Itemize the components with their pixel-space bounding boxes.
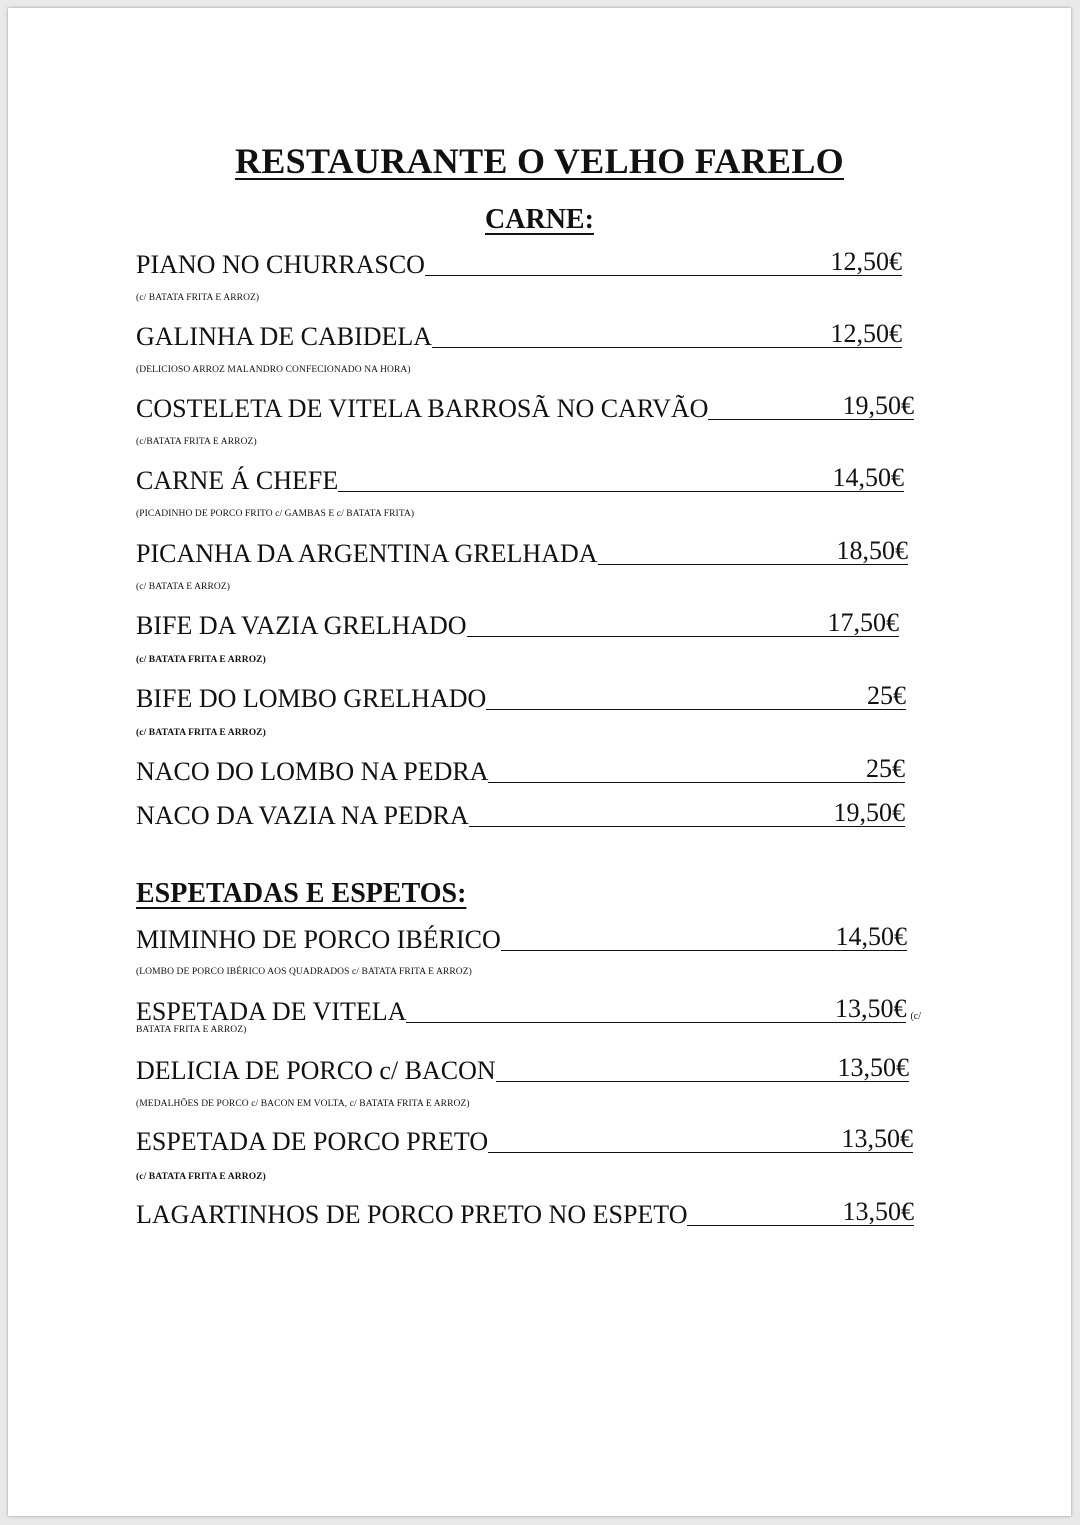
item-name: ESPETADA DE VITELA	[136, 997, 407, 1026]
item-name: MIMINHO DE PORCO IBÉRICO	[136, 925, 501, 954]
item-price: 18,50€	[836, 536, 908, 565]
item-price: 17,50€	[827, 608, 899, 637]
item-price: 13,50€	[841, 1124, 913, 1153]
item-name: ESPETADA DE PORCO PRETO	[136, 1127, 489, 1156]
item-name: BIFE DO LOMBO GRELHADO	[136, 684, 487, 713]
menu-item	[136, 1123, 913, 1157]
item-price: 19,50€	[842, 391, 914, 420]
item-name: COSTELETA DE VITELA BARROSÃ NO CARVÃO	[136, 394, 709, 423]
section-heading-espetadas: ESPETADAS E ESPETOS:	[136, 878, 467, 909]
menu-item	[136, 753, 905, 787]
item-price: 12,50€	[830, 319, 902, 348]
menu-item	[136, 680, 906, 714]
menu-item	[136, 246, 902, 280]
item-note-inline: (c/	[910, 1011, 921, 1022]
leader-line	[425, 275, 831, 276]
item-name: DELICIA DE PORCO c/ BACON	[136, 1056, 496, 1085]
item-note: (MEDALHÕES DE PORCO c/ BACON EM VOLTA, c/ BATATA FRITA E ARROZ)	[136, 1099, 470, 1109]
menu-item	[136, 462, 904, 496]
leader-line	[598, 564, 837, 565]
item-price: 13,50€	[834, 994, 907, 1023]
leader-line	[432, 347, 830, 348]
menu-item	[136, 993, 921, 1027]
item-price: 13,50€	[837, 1053, 909, 1082]
item-price: 14,50€	[832, 463, 904, 492]
leader-line	[406, 1022, 835, 1023]
item-price: 25€	[866, 754, 905, 783]
item-note: BATATA FRITA E ARROZ)	[136, 1025, 247, 1035]
item-note: (c/ BATATA FRITA E ARROZ)	[136, 1172, 266, 1182]
item-name: NACO DO LOMBO NA PEDRA	[136, 757, 489, 786]
item-name: NACO DA VAZIA NA PEDRA	[136, 801, 469, 830]
item-price: 14,50€	[835, 922, 907, 951]
item-price: 13,50€	[842, 1197, 914, 1226]
item-note: (c/ BATATA FRITA E ARROZ)	[136, 655, 266, 665]
menu-item	[136, 921, 907, 955]
item-note: (PICADINHO DE PORCO FRITO c/ GAMBAS E c/ BATATA FRITA)	[136, 509, 415, 519]
restaurant-title: RESTAURANTE O VELHO FARELO	[235, 141, 844, 181]
leader-line	[469, 826, 834, 827]
leader-line	[338, 491, 832, 492]
menu-page	[8, 8, 1071, 1516]
leader-line	[486, 709, 867, 710]
item-name: PICANHA DA ARGENTINA GRELHADA	[136, 539, 598, 568]
menu-item	[136, 797, 905, 831]
leader-line	[467, 636, 828, 637]
leader-line	[708, 419, 842, 420]
item-note: (c/ BATATA FRITA E ARROZ)	[136, 728, 266, 738]
item-price: 25€	[867, 681, 906, 710]
menu-item	[136, 607, 899, 641]
item-name: CARNE Á CHEFE	[136, 466, 339, 495]
leader-line	[501, 950, 836, 951]
item-name: LAGARTINHOS DE PORCO PRETO NO ESPETO	[136, 1200, 688, 1229]
leader-line	[496, 1081, 838, 1082]
item-note: (c/BATATA FRITA E ARROZ)	[136, 437, 257, 447]
leader-line	[488, 782, 866, 783]
menu-item	[136, 1052, 909, 1086]
menu-item	[136, 1196, 914, 1230]
item-price: 12,50€	[830, 247, 902, 276]
item-price: 19,50€	[833, 798, 905, 827]
leader-line	[488, 1152, 841, 1153]
menu-item	[136, 318, 902, 352]
item-name: BIFE DA VAZIA GRELHADO	[136, 611, 467, 640]
leader-line	[687, 1225, 842, 1226]
item-note: (LOMBO DE PORCO IBÉRICO AOS QUADRADOS c/ BATATA FRITA E ARROZ)	[136, 967, 472, 977]
item-note: (c/ BATATA E ARROZ)	[136, 582, 231, 592]
item-note: (c/ BATATA FRITA E ARROZ)	[136, 293, 260, 303]
menu-item	[136, 390, 914, 424]
item-name: GALINHA DE CABIDELA	[136, 322, 433, 351]
item-name: PIANO NO CHURRASCO	[136, 250, 425, 279]
item-note: (DELICIOSO ARROZ MALANDRO CONFECIONADO NA HORA)	[136, 365, 411, 375]
section-heading-carne: CARNE:	[485, 204, 594, 235]
menu-item	[136, 535, 908, 569]
